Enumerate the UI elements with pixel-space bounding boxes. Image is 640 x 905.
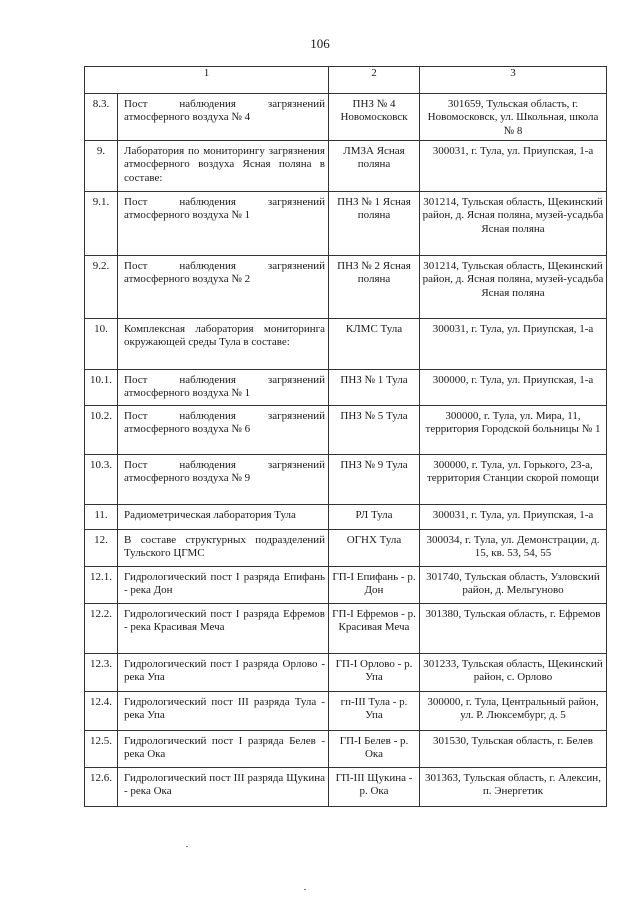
table-row <box>85 256 607 319</box>
monitoring-stations-table <box>84 66 607 807</box>
table-body <box>85 94 607 807</box>
table-row <box>85 567 607 604</box>
row-number: 12.6. <box>85 768 118 807</box>
station-name: Гидрологический пост I разряда Ефремов - река Красивая Меча <box>118 604 329 654</box>
station-code: гп-III Тула - р. Упа <box>329 692 420 731</box>
station-address: 301380, Тульская область, г. Ефремов <box>420 604 607 654</box>
row-number: 12.4. <box>85 692 118 731</box>
row-number: 9.1. <box>85 192 118 256</box>
station-address: 300034, г. Тула, ул. Демонстрации, д. 15, кв. 53, 54, 55 <box>420 530 607 567</box>
station-name: Гидрологический пост I разряда Орлово - река Упа <box>118 654 329 692</box>
row-number: 10.2. <box>85 406 118 455</box>
station-name: Пост наблюдения загрязнений атмосферного воздуха № 2 <box>118 256 329 319</box>
station-code: ПНЗ № 9 Тула <box>329 455 420 505</box>
station-code: ГП-I Орлово - р. Упа <box>329 654 420 692</box>
station-address: 300031, г. Тула, ул. Приупская, 1-а <box>420 141 607 192</box>
station-code: ГП-I Епифань - р. Дон <box>329 567 420 604</box>
station-address: 300000, г. Тула, Центральный район, ул. Р. Люксембург, д. 5 <box>420 692 607 731</box>
scan-speck <box>304 889 306 890</box>
station-code: ПНЗ № 4 Новомосковск <box>329 94 420 141</box>
station-name: Гидрологический пост I разряда Епифань - река Дон <box>118 567 329 604</box>
station-code: ПНЗ № 1 Ясная поляна <box>329 192 420 256</box>
station-name: Пост наблюдения загрязнений атмосферного воздуха № 1 <box>118 192 329 256</box>
station-name: Пост наблюдения загрязнений атмосферного воздуха № 9 <box>118 455 329 505</box>
table-row <box>85 319 607 370</box>
page-number: 106 <box>310 36 330 51</box>
row-number: 12.3. <box>85 654 118 692</box>
scan-speck <box>186 846 188 847</box>
station-address: 300031, г. Тула, ул. Приупская, 1-а <box>420 319 607 370</box>
table-row <box>85 692 607 731</box>
row-number: 10.3. <box>85 455 118 505</box>
station-code: РЛ Тула <box>329 505 420 530</box>
table-row <box>85 505 607 530</box>
station-address: 301214, Тульская область, Щекинский район, д. Ясная поляна, музей-усадьба Ясная поляна <box>420 192 607 256</box>
station-code: ЛМЗА Ясная поляна <box>329 141 420 192</box>
table-header <box>85 67 607 94</box>
station-address: 300031, г. Тула, ул. Приупская, 1-а <box>420 505 607 530</box>
station-name: Пост наблюдения загрязнений атмосферного воздуха № 4 <box>118 94 329 141</box>
station-code: ОГНХ Тула <box>329 530 420 567</box>
row-number: 9.2. <box>85 256 118 319</box>
row-number: 11. <box>85 505 118 530</box>
row-number: 12.1. <box>85 567 118 604</box>
station-code: ГП-III Щукина - р. Ока <box>329 768 420 807</box>
row-number: 12.5. <box>85 731 118 768</box>
table-row <box>85 94 607 141</box>
station-code: ГП-I Белев - р. Ока <box>329 731 420 768</box>
table-row <box>85 192 607 256</box>
header-row <box>85 67 607 94</box>
station-address: 301659, Тульская область, г. Новомосковск, ул. Школьная, школа № 8 <box>420 94 607 141</box>
station-address: 301740, Тульская область, Узловский район, д. Мельгуново <box>420 567 607 604</box>
station-address: 301530, Тульская область, г. Белев <box>420 731 607 768</box>
table-row <box>85 768 607 807</box>
station-address: 301214, Тульская область, Щекинский район, д. Ясная поляна, музей-усадьба Ясная поляна <box>420 256 607 319</box>
station-code: ГП-I Ефремов - р. Красивая Меча <box>329 604 420 654</box>
station-name: Радиометрическая лаборатория Тула <box>118 505 329 530</box>
station-name: Гидрологический пост III разряда Тула - река Упа <box>118 692 329 731</box>
station-name: Комплексная лаборатория мониторинга окружающей среды Тула в составе: <box>118 319 329 370</box>
station-address: 301363, Тульская область, г. Алексин, п. Энергетик <box>420 768 607 807</box>
station-name: Пост наблюдения загрязнений атмосферного воздуха № 6 <box>118 406 329 455</box>
row-number: 12.2. <box>85 604 118 654</box>
station-name: Лаборатория по мониторингу загрязнения атмосферного воздуха Ясная поляна в составе: <box>118 141 329 192</box>
row-number: 12. <box>85 530 118 567</box>
table-row <box>85 406 607 455</box>
row-number: 10.1. <box>85 370 118 406</box>
station-code: КЛМС Тула <box>329 319 420 370</box>
station-name: Гидрологический пост III разряда Щукина - река Ока <box>118 768 329 807</box>
table-row <box>85 455 607 505</box>
table-row <box>85 370 607 406</box>
table-row <box>85 530 607 567</box>
station-name: Пост наблюдения загрязнений атмосферного воздуха № 1 <box>118 370 329 406</box>
table-row <box>85 604 607 654</box>
station-code: ПНЗ № 2 Ясная поляна <box>329 256 420 319</box>
table-row <box>85 654 607 692</box>
header-col-1: 1 <box>85 67 329 94</box>
row-number: 10. <box>85 319 118 370</box>
table-row <box>85 731 607 768</box>
station-name: Гидрологический пост I разряда Белев - река Ока <box>118 731 329 768</box>
station-address: 301233, Тульская область, Щекинский район, с. Орлово <box>420 654 607 692</box>
station-address: 300000, г. Тула, ул. Мира, 11, территория Городской больницы № 1 <box>420 406 607 455</box>
station-code: ПНЗ № 5 Тула <box>329 406 420 455</box>
row-number: 8.3. <box>85 94 118 141</box>
row-number: 9. <box>85 141 118 192</box>
header-col-3: 3 <box>420 67 607 94</box>
station-address: 300000, г. Тула, ул. Приупская, 1-а <box>420 370 607 406</box>
header-col-2: 2 <box>329 67 420 94</box>
station-address: 300000, г. Тула, ул. Горького, 23-а, территория Станции скорой помощи <box>420 455 607 505</box>
station-name: В составе структурных подразделений Тульского ЦГМС <box>118 530 329 567</box>
table-row <box>85 141 607 192</box>
station-code: ПНЗ № 1 Тула <box>329 370 420 406</box>
